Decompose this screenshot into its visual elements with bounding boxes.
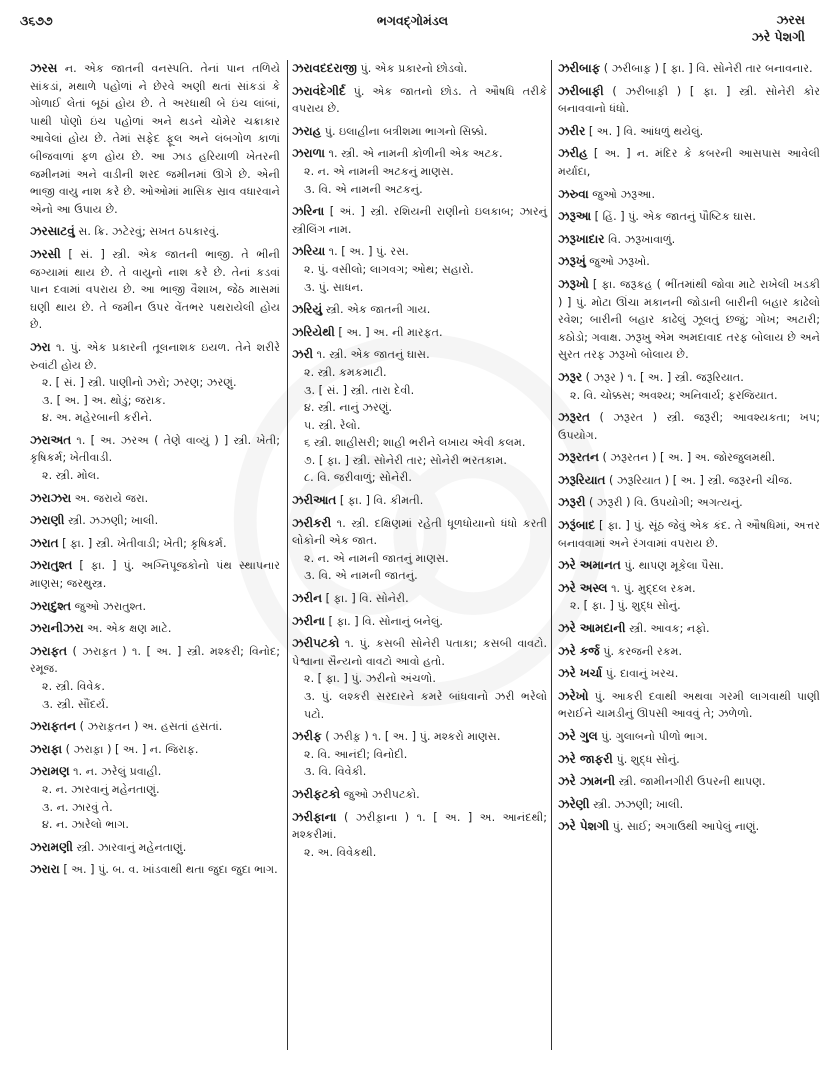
dictionary-entry <box>558 123 820 141</box>
definition: ( ઝરૂરત ) સ્ત્રી. જરૂરી; આવશ્યકતા; ખપ; ઉપયોગ. <box>558 411 821 442</box>
headword: ઝરાફત <box>30 643 68 658</box>
column-divider <box>551 60 552 1050</box>
headword: ઝરામણ <box>30 764 70 779</box>
headword: ઝરી <box>292 347 314 362</box>
dictionary-entry <box>30 535 280 553</box>
headword: ઝરૂરતન <box>558 450 599 465</box>
dictionary-entry <box>30 718 280 736</box>
sense: ૨. સ્ત્રી. મોલ. <box>42 469 100 483</box>
definition: ( ઝરૂર ) ૧. [ અ. ] સ્ત્રી. જરૂરિયાત. <box>585 370 744 384</box>
definition: ૧. પું. એક પ્રકારની તૂલનાશક ઇયળ. તેને શરીરે રુવાંટી હોય છે. <box>30 340 280 372</box>
dictionary-entry <box>558 796 820 814</box>
sense: ૫. સ્ત્રી. રેલો. <box>304 418 361 432</box>
dictionary-entry <box>558 580 820 615</box>
dictionary-entry <box>30 557 280 592</box>
headword: ઝરે અસ્લ <box>558 580 608 595</box>
sense: ૨. સ્ત્રી. કમકમાટી. <box>304 365 387 379</box>
dictionary-entry <box>292 346 547 487</box>
headword: ઝરૂખાદાર <box>558 231 605 246</box>
headword: ઝરાતુશ્ત <box>30 558 73 573</box>
definition: [ ફા. ] પું. અગ્નિપૂજકોનો પંથ સ્થાપનાર માણસ; જરથુસ્ત્ર. <box>30 559 280 591</box>
definition: [ અ. ] વિ. આંધળું થયેલું. <box>588 124 704 138</box>
sense: ૨. અ. વિવેકથી. <box>304 845 377 859</box>
headword: ઝરાફા <box>30 741 63 756</box>
sense: ૨. ન. એ નામની અટકનું માણસ. <box>304 164 454 178</box>
headword: ઝરીફટકો <box>292 786 341 801</box>
page-number: ૩૬૭૭ <box>20 13 53 28</box>
headword: ઝરૂર <box>558 369 583 384</box>
sense: ૩. [ અ. ] અ. થોડું; જરાક. <box>42 393 166 407</box>
definition: ( ઝરૂરી ) વિ. ઉપયોગી; અગત્યનું. <box>589 496 743 510</box>
dictionary-entry <box>292 613 547 631</box>
running-title: ભગવદ્ગોમંડલ <box>376 13 449 28</box>
dictionary-entry <box>558 83 820 118</box>
definition: ૧. પું. મુદ્દલ રકમ. <box>611 581 696 595</box>
definition: સ્ત્રી. એક જાતની ગાય. <box>325 303 431 317</box>
definition: [ અ. ] અ. ની મારફત. <box>338 325 443 339</box>
sense: ૩. [ સં. ] સ્ત્રી. તારા દેવી. <box>304 383 415 397</box>
definition: [ સં. ] સ્ત્રી. એક જાતની ભાજી. તે ભીની જગ્યામાં થાય છે. તે વાયુનો નાશ કરે છે. તેનાં કડવાં પાન દવામાં વપરાય છે. આ ભાજી વૈશાખ, જેઠ માસમાં ઘણી થાય છે. તે જમીન ઉપર વેંતભર પથરાયેલી હોય છે. <box>30 247 281 332</box>
sense: ૬ સ્ત્રી. શાહીસરી; શાહી ભરીને લખાય એવી કલમ. <box>304 436 526 450</box>
dictionary-entry <box>292 728 547 781</box>
dictionary-columns <box>30 60 821 1060</box>
headword: ઝરૂખું <box>558 254 586 269</box>
headword: ઝરૂરત <box>558 410 590 425</box>
dictionary-entry <box>30 839 280 857</box>
dictionary-entry <box>292 786 547 804</box>
headword: ઝરસ <box>30 61 58 75</box>
definition: પું. ગુલાબનો પીળો ભાગ. <box>601 730 708 743</box>
definition: જુઓ ઝરીપટકો. <box>343 787 420 801</box>
sense: ૭. [ ફા. ] સ્ત્રી. સોનેરી તાર; સોનેરી ભરતકામ. <box>304 453 507 467</box>
dictionary-entry <box>292 203 547 238</box>
definition: [ ફા. ] પું. સૂંઠ જેવું એક કંદ. તે ઔષધિમાં, અત્તર બનાવવામાં અને રંગવામાં વપરાય છે. <box>558 519 820 550</box>
definition: [ અ. ] પું. બ. વ. ખાંડવાથી થતા જુદા જુદા ભાગ. <box>63 863 278 877</box>
sense: ૩. ન. ઝારવું તે. <box>42 800 113 814</box>
headword: ઝરાહ <box>292 123 322 138</box>
headword: ઝરૂરિયાત <box>558 472 606 487</box>
sense: ૨. સ્ત્રી. વિવેક. <box>42 680 105 693</box>
definition: ( ઝરીબાફ઼ી ) [ ફા. ] સ્ત્રી. સોનેરી કોર બનાવવાનો ધંધો. <box>558 84 820 116</box>
headword: ઝરે કર્જ <box>558 643 600 658</box>
dictionary-entry <box>558 60 820 78</box>
definition: ૧. સ્ત્રી. એક જાતનું ઘાસ. <box>316 348 430 362</box>
dictionary-entry <box>30 339 280 427</box>
headword: ઝરે ઝામની <box>558 774 616 789</box>
sense: ૨. ન. એ નામની જાતનું માણસ. <box>304 551 449 565</box>
definition: પું. થાપણ મૂકેલા પૈસા. <box>624 559 724 573</box>
definition: સ. ક્રિ. ઝટેરવું; સખત ઠપકારવું. <box>78 225 220 239</box>
headword: ઝરીપટકો <box>292 636 340 651</box>
dictionary-entry <box>30 643 280 713</box>
headword: ઝરીના <box>292 613 325 628</box>
dictionary-entry <box>30 763 280 833</box>
definition: ( ઝરાફ઼ત ) ૧. [ અ. ] સ્ત્રી. મશ્કરી; વિનોદ; રમૂજ. <box>30 644 280 676</box>
definition: પું. કરજની રકમ. <box>603 644 683 658</box>
headword: ઝરુવા <box>558 186 589 201</box>
dictionary-entry <box>292 492 547 510</box>
definition: [ ફા. ] સ્ત્રી. ખેતીવાડી; ખેતી; કૃષિકર્મ. <box>62 536 227 550</box>
definition: સ્ત્રી. જામીનગીરી ઉપરની થાપણ. <box>618 775 766 789</box>
headword: ઝરીફાના <box>292 809 337 824</box>
dictionary-entry <box>558 494 820 512</box>
sense: ૩. પું. લશ્કરી સરદારને કમરે બાંધવાનો ઝરી ભરેલો પટો. <box>304 690 547 721</box>
headword: ઝરે આમદાની <box>558 621 626 636</box>
definition: સ્ત્રી. આવક; નફો. <box>629 622 710 636</box>
definition: ( ઝરીફ઼ાના ) ૧. [ અ. ] અ. આનંદથી; મશ્કરીમાં. <box>292 810 547 842</box>
definition: ( ઝરાફ઼ા ) [ અ. ] ન. જિરાફ. <box>65 742 199 756</box>
page-header <box>0 0 825 50</box>
dictionary-entry <box>292 301 547 319</box>
dictionary-entry <box>558 728 820 746</box>
headword: ઝરસાટવું <box>30 224 75 239</box>
headword: ઝરાઝરા <box>30 490 72 505</box>
headword: ઝરીબાફ <box>558 61 601 75</box>
sense: ૨. [ ફા. ] પું. શુદ્ધ સોનું. <box>570 599 681 613</box>
guide-word-first: ઝરસ <box>776 12 805 27</box>
headword: ઝરીર <box>558 123 586 138</box>
headword: ઝરાવદદરાજી <box>292 61 357 75</box>
definition: ન. એક જાતની વનસ્પતિ. તેનાં પાન તળિયે સાંકડાં, મથાળે પહોળાં ને છેરવે અણી થતાં સાંકડાં કે ગોળાઈ લેતાં બૂઠાં હોય છે. તે અરધાથી બે ઇંચ લાંબાં, પાથી પોણો ઇંચ પહોળાં અને થડને ચોમેર ચક્રાકાર આવેલાં હોય છે. તેમાં સફેદ ફૂલ અને લંબગોળ કાળાં બીજવાળાં ફળ હોય છે. આ ઝાડ હરિયાળી ખેતરની જમીનમાં અને વાડીની શરદ જમીનમાં ઊગે છે. એની ભાજી વાયુ નાશ કરે છે. ઓઓમાં માસિક સ્રાવ વધારવાને એનો આ ઉપાય છે. <box>30 62 281 216</box>
headword: ઝરીફ <box>292 729 322 744</box>
headword: ઝરૂખો <box>558 276 589 291</box>
sense: ૪. અ. મહેરબાની કરીને. <box>42 411 153 425</box>
dictionary-entry <box>292 243 547 296</box>
dictionary-entry <box>292 515 547 585</box>
dictionary-entry <box>30 223 280 241</box>
dictionary-entry <box>558 449 820 467</box>
definition: ૧. સ્ત્રી. એ નામની કોળીની એક અટક. <box>328 147 503 161</box>
sense: ૨. [ ફા. ] પું. ઝરીનો અંચળો. <box>304 672 436 686</box>
dictionary-entry <box>558 751 820 769</box>
column-2 <box>292 60 547 1060</box>
column-divider <box>287 60 288 1050</box>
definition: સ્ત્રી. ઝારવાનું મહેનતાણું. <box>76 840 187 854</box>
definition: [ ફા. જરૂકહ ( ભીંતમાંથી જોવા માટે રાખેલી ખડકી ) ] પું. મોટા ઊંચા મકાનની જોડાની બારીની બહાર કાઢેલો રવેશ; બારીની બહાર કાઢેલું ઝૂલતું છજું; ગોખ; અટારી; કઠોડો; ગવાક્ષ. ઝરૂખુ એમ અમદાવાદ તરફ બોલાય છે અને સુરત તરફ ઝરૂખો બોલાય છે. <box>558 277 820 362</box>
dictionary-entry <box>558 409 820 444</box>
definition: પું. એક જાતનો છોડ. તે ઔષધિ તરીકે વપરાય છે. <box>292 84 547 116</box>
definition: પું. દાવાનું ખરચ. <box>605 667 679 681</box>
headword: ઝરૂરી <box>558 495 586 510</box>
definition: અ. એક ક્ષણ માટે. <box>87 622 172 636</box>
headword: ઝરીકરી <box>292 515 332 530</box>
dictionary-entry <box>292 635 547 723</box>
definition: ૧. પું. કસબી સોનેરી પતાકા; કસબી વાવટો. પેશ્વાના સૈન્યનો વાવટો આવો હતો. <box>292 637 548 668</box>
sense: ૨. વિ. આનંદી; વિનોદી. <box>304 747 408 761</box>
headword: ઝરાનીઝરા <box>30 621 84 636</box>
headword: ઝરેખો <box>558 688 589 703</box>
dictionary-entry <box>558 186 820 204</box>
headword: ઝરેણી <box>558 796 590 811</box>
sense: ૪. સ્ત્રી. નાનું ઝરણું. <box>304 401 393 415</box>
dictionary-entry <box>30 598 280 616</box>
headword: ઝરિયું <box>292 302 323 317</box>
dictionary-entry <box>558 472 820 490</box>
column-3 <box>558 60 820 1060</box>
definition: અ. જરાયે જરા. <box>74 491 149 505</box>
definition: જુઓ ઝરૂઆ. <box>592 187 656 201</box>
dictionary-entry <box>558 208 820 226</box>
sense: ૩. વિ. વિવેકી. <box>304 765 367 779</box>
sense: ૩. પું. સાધન. <box>304 280 364 294</box>
dictionary-entry <box>558 818 820 836</box>
sense: ૩. સ્ત્રી. સૌંદર્ય. <box>42 697 109 711</box>
definition: ૧. ન. ઝરેલું પ્રવાહી. <box>73 765 162 779</box>
definition: જુઓ ઝરૂખો. <box>589 255 650 269</box>
headword: ઝરાદુશ્ત <box>30 598 72 613</box>
headword: ઝરાણી <box>30 513 65 528</box>
dictionary-entry <box>292 123 547 141</box>
dictionary-entry <box>558 369 820 404</box>
definition: સ્ત્રી. ઝઝણી; ખાલી. <box>593 797 684 811</box>
definition: ( ઝરાફ઼તન ) અ. હસતાં હસતાં. <box>79 720 223 734</box>
column-1 <box>30 60 280 1060</box>
definition: ( ઝરૂરતન ) [ અ. ] અ. જોરજુલમથી. <box>602 451 776 465</box>
dictionary-entry <box>292 809 547 862</box>
definition: [ અ. ] ન. મંદિર કે કબરની આસપાસ આવેલી મર્યાદા, <box>558 147 820 178</box>
dictionary-entry <box>558 773 820 791</box>
headword: ઝરા <box>30 339 51 354</box>
headword: ઝરાવંદેગીર્દ <box>292 83 346 98</box>
dictionary-entry <box>292 60 547 78</box>
headword: ઝરે અમાનત <box>558 558 621 573</box>
headword: ઝરે પેશગી <box>558 819 610 834</box>
dictionary-entry <box>558 231 820 249</box>
sense: ૪. ન. ઝારેલો ભાગ. <box>42 818 129 832</box>
headword: ઝરસી <box>30 246 61 261</box>
headword: ઝરાઅત <box>30 432 72 447</box>
dictionary-entry <box>292 145 547 198</box>
sense: ૨. ન. ઝારવાનું મહેનતાણું. <box>42 782 160 796</box>
dictionary-entry <box>292 324 547 342</box>
dictionary-entry <box>30 512 280 530</box>
dictionary-entry <box>292 590 547 608</box>
guide-words <box>752 11 805 45</box>
dictionary-entry <box>558 276 820 364</box>
headword: ઝરે ગુલ <box>558 729 598 743</box>
headword: ઝરૂઆ <box>558 209 592 224</box>
definition: [ ફા. ] વિ. કીમતી. <box>339 494 424 508</box>
definition: પું. એક પ્રકારનો છોડવો. <box>360 62 468 75</box>
definition: [ ફા. ] વિ. સોનેરી. <box>325 592 409 606</box>
headword: ઝરે ખર્ચા <box>558 666 603 681</box>
sense: ૨. પું. વસીલો; લાગવગ; ઓથ; સહારો. <box>304 262 474 276</box>
headword: ઝરિયેથી <box>292 324 335 339</box>
definition: ( ઝરૂરિયાત ) [ અ. ] સ્ત્રી. જરૂરની ચીજ. <box>609 473 793 487</box>
headword: ઝરે જાફરી <box>558 751 613 766</box>
dictionary-entry <box>558 517 820 552</box>
dictionary-entry <box>558 688 820 723</box>
definition: ( ઝરીફ઼ ) ૧. [ અ. ] પું. મશ્કરો માણસ. <box>325 730 501 744</box>
headword: ઝરામણી <box>30 839 73 854</box>
headword: ઝરીન <box>292 591 323 606</box>
dictionary-entry <box>558 557 820 575</box>
definition: જુઓ ઝરાતુશ્ત. <box>74 599 147 613</box>
sense: ૨. વિ. ચોક્કસ; અવશ્ય; અનિવાર્ય; ફરજિયાત. <box>570 388 778 402</box>
definition: [ ફા. ] વિ. સોનાનું બનેલું. <box>328 614 443 628</box>
sense: ૩. વિ. એ નામની અટકનું. <box>304 182 423 196</box>
definition: [ અં. ] સ્ત્રી. રશિયની રાણીનો ઇલકાબ; ઝારનું સ્ત્રીલિંગ નામ. <box>292 205 547 236</box>
definition: પું. ઇલાહીના બત્રીશમા ભાગનો સિક્કો. <box>324 124 488 138</box>
headword: ઝરિના <box>292 204 325 219</box>
dictionary-entry <box>30 246 280 334</box>
guide-word-last: ઝરે પેશગી <box>751 29 805 44</box>
headword: ઝરાફતન <box>30 719 77 734</box>
dictionary-entry <box>30 60 280 218</box>
dictionary-entry <box>30 490 280 508</box>
definition: વિ. ઝરૂખાવાળું. <box>608 232 676 246</box>
headword: ઝરીહ <box>558 146 588 161</box>
headword: ઝરૂંબાદ <box>558 518 596 533</box>
definition: પું. શુદ્ધ સોનું. <box>616 752 680 766</box>
headword: ઝરાળા <box>292 146 325 161</box>
sense: ૮. વિ. જરીવાળું; સોનેરી. <box>304 471 412 485</box>
headword: ઝરારા <box>30 862 60 877</box>
definition: પું. સાઈ; અગાઉથી આપેલું નાણું. <box>612 820 760 834</box>
headword: ઝરીબાફી <box>558 83 604 98</box>
definition: ૧. [ અ. ઝરઅ ( તેણે વાવ્યું ) ] સ્ત્રી. ખેતી; કૃષિકર્મ; ખેતીવાડી. <box>30 433 280 465</box>
definition: [ હિં. ] પું. એક જાતનું પૌષ્ટિક ઘાસ. <box>594 210 756 224</box>
dictionary-entry <box>558 665 820 683</box>
dictionary-entry <box>558 620 820 638</box>
sense: ૨. [ સં. ] સ્ત્રી. પાણીનો ઝરો; ઝરણ; ઝરણું. <box>42 376 237 390</box>
definition: સ્ત્રી. ઝઝણી; ખાલી. <box>68 514 159 528</box>
dictionary-entry <box>558 145 820 180</box>
definition: ૧. [ અ. ] પું. રસ. <box>328 245 409 259</box>
dictionary-entry <box>30 861 280 879</box>
dictionary-entry <box>30 741 280 759</box>
dictionary-entry <box>558 253 820 271</box>
sense: ૩. વિ. એ નામની જાતનું. <box>304 569 418 583</box>
headword: ઝરિયા <box>292 244 326 259</box>
dictionary-entry <box>558 643 820 661</box>
dictionary-entry <box>30 432 280 485</box>
definition: ( ઝરીબાફ઼ ) [ ફા. ] વિ. સોનેરી તાર બનાવનાર. <box>603 62 813 75</box>
headword: ઝરીઆત <box>292 493 337 508</box>
definition: પું. આકરી દવાથી અથવા ગરમી લાગવાથી પાણી ભરાઈને ચામડીનું ઊપસી આવવું તે; ઝળેળો. <box>558 689 820 721</box>
dictionary-entry <box>30 620 280 638</box>
dictionary-entry <box>292 83 547 118</box>
definition: ૧. સ્ત્રી. દક્ષિણમાં રહેતી ધૂળધોયાનો ધંધો કરતી લોકોની એક જાત. <box>292 516 547 548</box>
headword: ઝરાત <box>30 535 59 550</box>
